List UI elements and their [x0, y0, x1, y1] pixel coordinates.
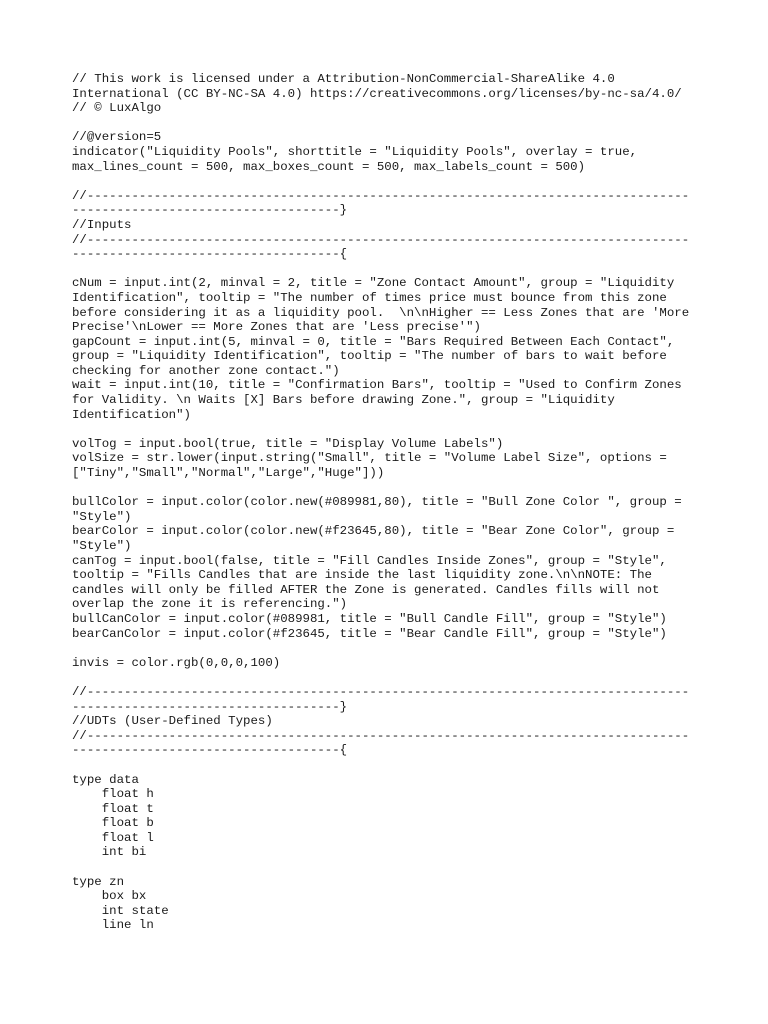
code-line: "Style")	[72, 509, 132, 524]
code-line: bearCanColor = input.color(#f23645, title = "Bear Candle Fill", group = "Style")	[72, 626, 667, 641]
code-line: //---------------------------------------------------------------------------------	[72, 684, 690, 699]
code-line: ------------------------------------}	[72, 203, 348, 218]
code-line: //---------------------------------------------------------------------------------	[72, 728, 690, 743]
code-block	[72, 72, 712, 933]
code-line: indicator("Liquidity Pools", shorttitle = "Liquidity Pools", overlay = true,	[72, 144, 638, 159]
code-line: for Validity. \n Waits [X] Bars before drawing Zone.", group = "Liquidity	[72, 393, 615, 408]
code-line: box bx	[72, 889, 147, 904]
code-line	[72, 860, 712, 875]
code-line	[72, 422, 712, 437]
code-line: group = "Liquidity Identification", tooltip = "The number of bars to wait before	[72, 349, 667, 364]
code-line: canTog = input.bool(false, title = "Fill Candles Inside Zones", group = "Style",	[72, 553, 667, 568]
code-line: Precise'\nLower == More Zones that are 'Less precise'")	[72, 320, 481, 335]
code-line: //UDTs (User-Defined Types)	[72, 714, 273, 729]
code-line: ------------------------------------{	[72, 247, 348, 262]
code-line: //@version=5	[72, 130, 162, 145]
code-line	[72, 116, 712, 131]
code-line	[72, 758, 712, 773]
code-line: overlap the zone it is referencing.")	[72, 597, 348, 612]
code-line: volSize = str.lower(input.string("Small", title = "Volume Label Size", options =	[72, 451, 667, 466]
code-line: cNum = input.int(2, minval = 2, title = "Zone Contact Amount", group = "Liquidity	[72, 276, 675, 291]
code-line	[72, 670, 712, 685]
code-line: int bi	[72, 845, 147, 860]
code-line: Identification")	[72, 407, 191, 422]
code-line: ["Tiny","Small","Normal","Large","Huge"]))	[72, 466, 385, 481]
code-line: // This work is licensed under a Attribution-NonCommercial-ShareAlike 4.0	[72, 72, 615, 86]
code-line: checking for another zone contact.")	[72, 363, 340, 378]
code-line: tooltip = "Fills Candles that are inside the last liquidity zone.\n\nNOTE: The	[72, 568, 652, 583]
code-line: float b	[72, 816, 154, 831]
code-line: International (CC BY-NC-SA 4.0) https://creativecommons.org/licenses/by-nc-sa/4.0/	[72, 86, 682, 101]
code-line: type zn	[72, 874, 125, 889]
code-line: float l	[72, 830, 154, 845]
code-line: //---------------------------------------------------------------------------------	[72, 232, 690, 247]
code-line: bearColor = input.color(color.new(#f23645,80), title = "Bear Zone Color", group =	[72, 524, 675, 539]
code-line	[72, 262, 712, 277]
code-line: invis = color.rgb(0,0,0,100)	[72, 655, 281, 670]
code-line: gapCount = input.int(5, minval = 0, title = "Bars Required Between Each Contact",	[72, 334, 675, 349]
code-line: volTog = input.bool(true, title = "Display Volume Labels")	[72, 436, 504, 451]
code-line: "Style")	[72, 539, 132, 553]
code-line	[72, 641, 712, 656]
code-line: candles will only be filled AFTER the Zone is generated. Candles fills will not	[72, 582, 660, 597]
code-line: max_lines_count = 500, max_boxes_count = 500, max_labels_count = 500)	[72, 159, 586, 174]
code-line: float h	[72, 787, 154, 802]
code-line: ------------------------------------}	[72, 699, 348, 714]
code-line	[72, 481, 712, 496]
code-line: Identification", tooltip = "The number of times price must bounce from this zone	[72, 290, 667, 305]
code-line: int state	[72, 903, 169, 918]
code-line: //---------------------------------------------------------------------------------	[72, 188, 690, 203]
code-line: type data	[72, 772, 139, 787]
code-line: bullCanColor = input.color(#089981, title = "Bull Candle Fill", group = "Style")	[72, 611, 667, 626]
code-line	[72, 174, 712, 189]
code-line: line ln	[72, 918, 154, 933]
code-line: bullColor = input.color(color.new(#089981,80), title = "Bull Zone Color ", group =	[72, 495, 682, 510]
code-line: ------------------------------------{	[72, 743, 348, 758]
code-line: //Inputs	[72, 217, 132, 232]
code-line: float t	[72, 801, 154, 816]
code-line: // © LuxAlgo	[72, 101, 162, 116]
code-line: before considering it as a liquidity pool. \n\nHigher == Less Zones that are 'More	[72, 305, 690, 320]
code-line: wait = input.int(10, title = "Confirmation Bars", tooltip = "Used to Confirm Zones	[72, 378, 682, 393]
